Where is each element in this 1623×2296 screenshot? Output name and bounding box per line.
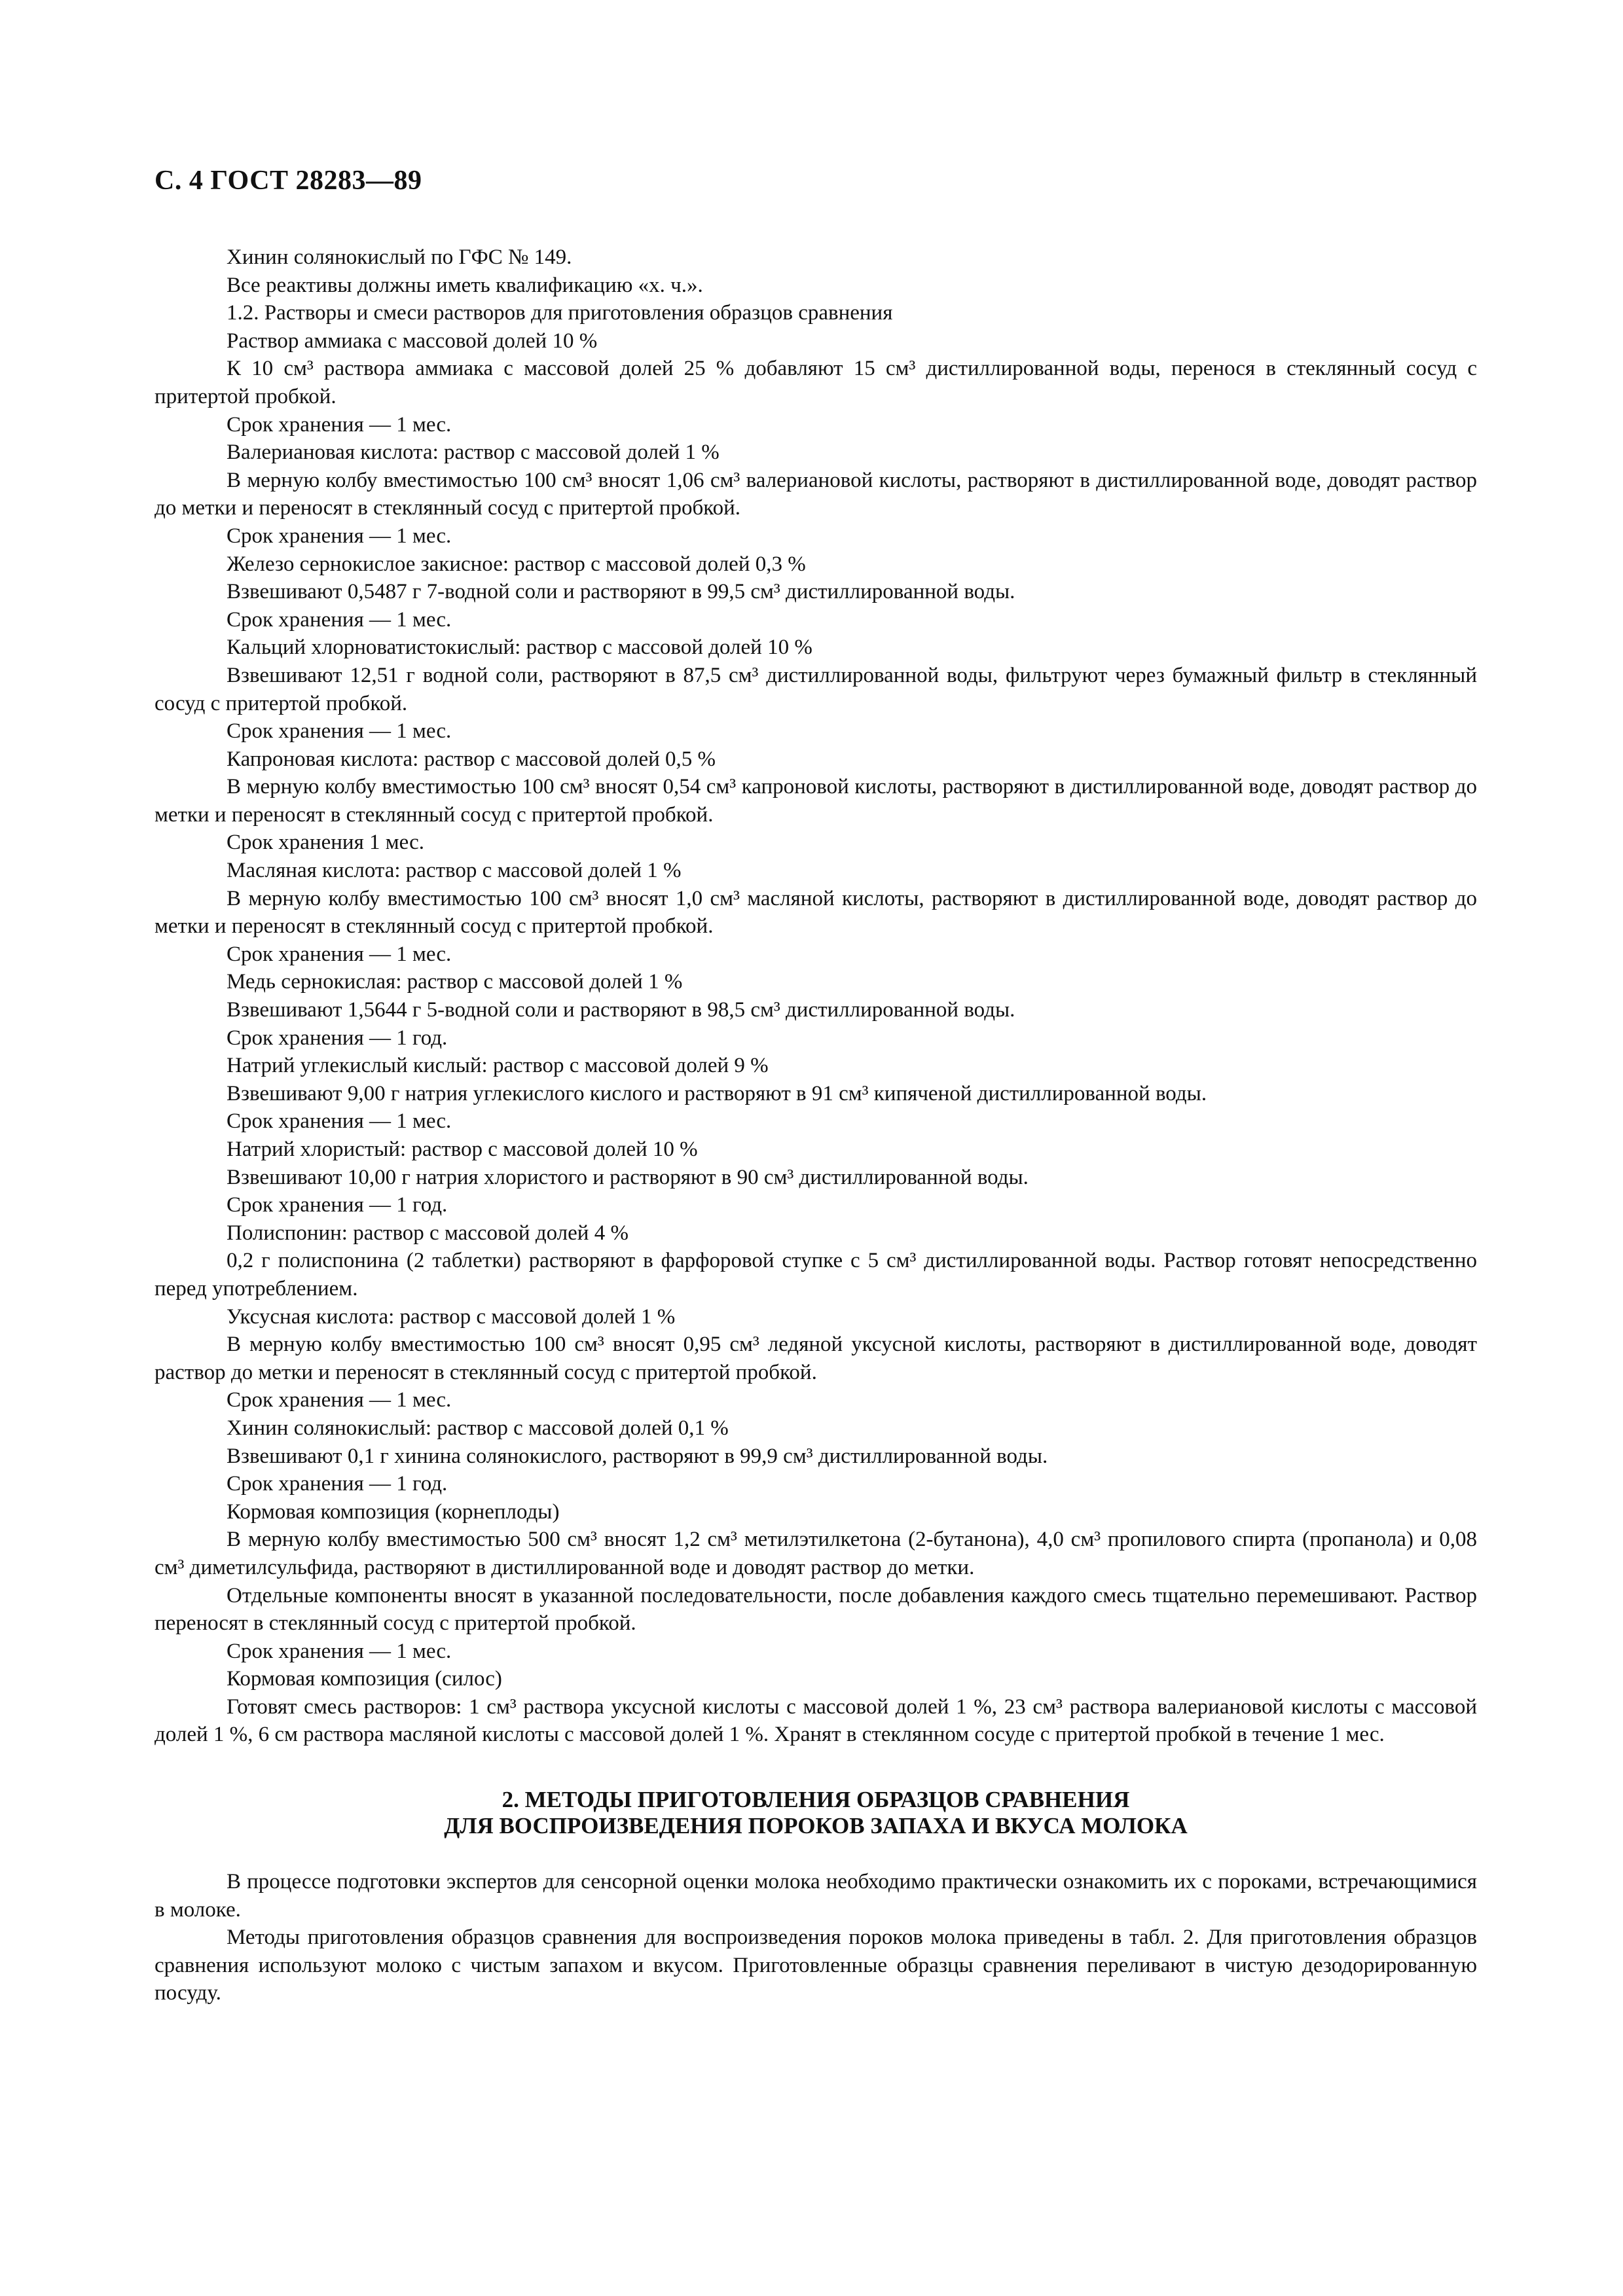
page-header: С. 4 ГОСТ 28283—89	[155, 166, 422, 196]
paragraph: Хинин солянокислый: раствор с массовой долей 0,1 %	[227, 1416, 729, 1440]
paragraph: Срок хранения — 1 мес.	[227, 1639, 452, 1663]
section-heading	[155, 1787, 1477, 1839]
paragraph: В мерную колбу вместимостью 100 см³ вносят 1,06 см³ валериановой кислоты, растворяют в дистиллированной воде, доводят раствор до метки и переносят в стеклянный сосуд с притертой пробкой.	[155, 468, 1477, 520]
document-body	[155, 243, 1477, 2007]
paragraph: Срок хранения — 1 мес.	[227, 1388, 452, 1412]
paragraph: Срок хранения — 1 мес.	[227, 942, 452, 966]
paragraph: Срок хранения — 1 год.	[227, 1472, 448, 1496]
paragraph: Взвешивают 0,5487 г 7-водной соли и растворяют в 99,5 см³ дистиллированной воды.	[227, 580, 1015, 604]
paragraph: Раствор аммиака с массовой долей 10 %	[227, 329, 598, 353]
paragraph: Масляная кислота: раствор с массовой долей 1 %	[227, 859, 682, 883]
paragraph: Кормовая композиция (корнеплоды)	[227, 1499, 560, 1524]
paragraph: В мерную колбу вместимостью 100 см³ вносят 0,95 см³ ледяной уксусной кислоты, растворяют в дистиллированной воде, доводят раствор до метки и переносят в стеклянный сосуд с притертой пробкой.	[155, 1333, 1477, 1384]
paragraph: Кормовая композиция (силос)	[227, 1667, 502, 1691]
paragraph: Уксусная кислота: раствор с массовой долей 1 %	[227, 1304, 676, 1329]
paragraph: Натрий хлористый: раствор с массовой долей 10 %	[227, 1138, 698, 1161]
paragraph: В мерную колбу вместимостью 100 см³ вносят 0,54 см³ капроновой кислоты, растворяют в дистиллированной воде, доводят раствор до метки и переносят в стеклянный сосуд с притертой пробкой.	[155, 775, 1477, 827]
section-heading-line: 2. МЕТОДЫ ПРИГОТОВЛЕНИЯ ОБРАЗЦОВ СРАВНЕНИЯ	[501, 1787, 1130, 1813]
paragraph: Готовят смесь растворов: 1 см³ раствора уксусной кислоты с массовой долей 1 %, 23 см³ раствора валериановой кислоты с массовой долей 1 %, 6 см раствора масляной кислоты с массовой долей 1 %. Хранят в стеклянном сосуде с притертой пробкой в течение 1 мес.	[155, 1695, 1477, 1747]
paragraph: Кальций хлорноватистокислый: раствор с массовой долей 10 %	[227, 636, 812, 660]
paragraph: 0,2 г полиспонина (2 таблетки) растворяют в фарфоровой ступке с 5 см³ дистиллированной воды. Раствор готовят непосредственно перед употреблением.	[155, 1249, 1477, 1300]
paragraph: Срок хранения — 1 мес.	[227, 524, 452, 548]
paragraph: В мерную колбу вместимостью 100 см³ вносят 1,0 см³ масляной кислоты, растворяют в дистиллированной воде, доводят раствор до метки и переносят в стеклянный сосуд с притертой пробкой.	[155, 886, 1477, 939]
paragraph: Взвешивают 0,1 г хинина солянокислого, растворяют в 99,9 см³ дистиллированной воды.	[227, 1444, 1048, 1468]
paragraph: Срок хранения 1 мес.	[227, 831, 424, 855]
paragraph: Взвешивают 12,51 г водной соли, растворяют в 87,5 см³ дистиллированной воды, фильтруют через бумажный фильтр в стеклянный сосуд с притертой пробкой.	[155, 663, 1477, 715]
paragraph: Методы приготовления образцов сравнения для воспроизведения пороков молока приведены в табл. 2. Для приготовления образцов сравнения используют молоко с чистым запахом и вкусом. Приготовленные образцы сравнения переливают в чистую дезодорированную посуду.	[155, 1926, 1477, 2005]
paragraph: Полиспонин: раствор с массовой долей 4 %	[227, 1221, 629, 1245]
section-heading-line: ДЛЯ ВОСПРОИЗВЕДЕНИЯ ПОРОКОВ ЗАПАХА И ВКУСА МОЛОКА	[444, 1813, 1188, 1839]
paragraph: Срок хранения — 1 мес.	[227, 1109, 452, 1134]
paragraph: Все реактивы должны иметь квалификацию «х. ч.».	[227, 273, 703, 297]
paragraph: Срок хранения — 1 год.	[227, 1193, 448, 1217]
paragraph: Взвешивают 9,00 г натрия углекислого кислого и растворяют в 91 см³ кипяченой дистиллированной воды.	[227, 1081, 1207, 1105]
paragraph: Срок хранения — 1 мес.	[227, 719, 452, 744]
paragraph: Отдельные компоненты вносят в указанной последовательности, после добавления каждого смесь тщательно перемешивают. Раствор переносят в стеклянный сосуд с притертой пробкой.	[155, 1583, 1477, 1636]
paragraph: Взвешивают 1,5644 г 5-водной соли и растворяют в 98,5 см³ дистиллированной воды.	[227, 998, 1015, 1022]
paragraph: Взвешивают 10,00 г натрия хлористого и растворяют в 90 см³ дистиллированной воды.	[227, 1165, 1029, 1189]
paragraph: 1.2. Растворы и смеси растворов для приготовления образцов сравнения	[227, 301, 893, 325]
paragraph: Медь сернокислая: раствор с массовой долей 1 %	[227, 970, 683, 994]
paragraph: Железо сернокислое закисное: раствор с массовой долей 0,3 %	[227, 552, 806, 576]
paragraph: Натрий углекислый кислый: раствор с массовой долей 9 %	[227, 1054, 769, 1078]
paragraph: К 10 см³ раствора аммиака с массовой долей 25 % добавляют 15 см³ дистиллированной воды, перенося в стеклянный сосуд с притертой пробкой.	[155, 357, 1477, 408]
paragraph: Хинин солянокислый по ГФС № 149.	[227, 245, 572, 269]
paragraph: Срок хранения — 1 мес.	[227, 607, 452, 632]
paragraph: Срок хранения — 1 мес.	[227, 412, 452, 437]
paragraph: В мерную колбу вместимостью 500 см³ вносят 1,2 см³ метилэтилкетона (2-бутанона), 4,0 см³ пропилового спирта (пропанола) и 0,08 см³ диметилсульфида, растворяют в дистиллированной воде и доводят раствор до метки.	[155, 1528, 1477, 1579]
paragraph: Срок хранения — 1 год.	[227, 1026, 448, 1050]
paragraph: Капроновая кислота: раствор с массовой долей 0,5 %	[227, 747, 716, 771]
paragraph: В процессе подготовки экспертов для сенсорной оценки молока необходимо практически ознакомить их с пороками, встречающимися в молоке.	[155, 1870, 1477, 1922]
paragraph: Валериановая кислота: раствор с массовой долей 1 %	[227, 440, 720, 465]
